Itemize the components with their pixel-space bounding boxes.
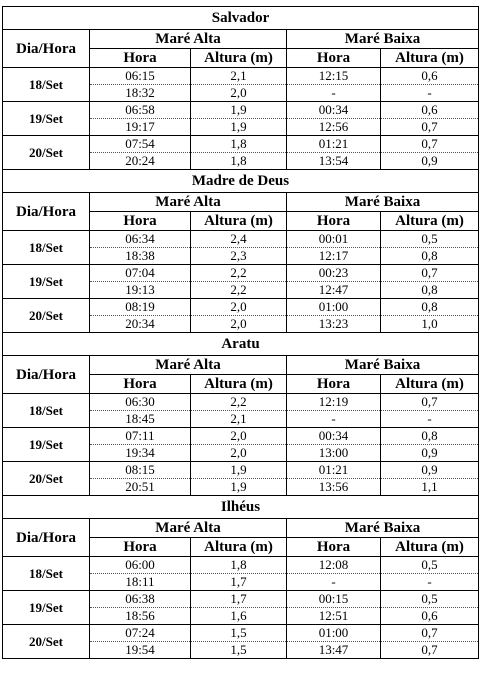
day-label: 20/Set: [3, 625, 90, 659]
high-height-header: Altura (m): [191, 538, 287, 557]
group-header-row: [3, 193, 479, 212]
high-hour-header: Hora: [90, 49, 191, 68]
high-hour-header: Hora: [90, 375, 191, 394]
day-label: 18/Set: [3, 231, 90, 265]
low-tide-height: 0,5: [381, 557, 479, 574]
low-hour-header: Hora: [287, 49, 381, 68]
high-tide-height: 2,0: [191, 428, 287, 445]
low-tide-height: 0,6: [381, 68, 479, 85]
low-hour-header: Hora: [287, 375, 381, 394]
high-tide-height: 1,5: [191, 625, 287, 642]
low-tide-height: 0,7: [381, 625, 479, 642]
high-tide-hour: 06:30: [90, 394, 191, 411]
high-tide-height: 2,1: [191, 68, 287, 85]
high-height-header: Altura (m): [191, 375, 287, 394]
day-label: 20/Set: [3, 299, 90, 333]
low-tide-hour: 13:56: [287, 479, 381, 496]
high-tide-height: 1,8: [191, 136, 287, 153]
high-tide-hour: 06:58: [90, 102, 191, 119]
high-tide-height: 1,5: [191, 642, 287, 659]
low-tide-hour: 12:56: [287, 119, 381, 136]
low-tide-height: 0,7: [381, 136, 479, 153]
low-tide-height: 1,0: [381, 316, 479, 333]
high-tide-header: Maré Alta: [90, 356, 287, 375]
high-tide-height: 1,9: [191, 119, 287, 136]
day-hour-header: Dia/Hora: [3, 193, 90, 231]
high-tide-height: 2,2: [191, 265, 287, 282]
station-name: Aratu: [3, 333, 479, 356]
low-tide-hour: 13:54: [287, 153, 381, 170]
table-row: [3, 591, 479, 608]
high-tide-height: 1,7: [191, 574, 287, 591]
low-tide-height: -: [381, 411, 479, 428]
table-row: [3, 265, 479, 282]
low-height-header: Altura (m): [381, 538, 479, 557]
low-tide-hour: 12:17: [287, 248, 381, 265]
tide-table-page: [2, 6, 478, 659]
low-tide-header: Maré Baixa: [287, 193, 479, 212]
low-tide-hour: 12:47: [287, 282, 381, 299]
low-height-header: Altura (m): [381, 212, 479, 231]
table-row: [3, 299, 479, 316]
high-tide-header: Maré Alta: [90, 30, 287, 49]
low-tide-height: 1,1: [381, 479, 479, 496]
high-hour-header: Hora: [90, 212, 191, 231]
high-tide-hour: 18:38: [90, 248, 191, 265]
low-tide-height: 0,8: [381, 282, 479, 299]
group-header-row: [3, 519, 479, 538]
low-tide-hour: 13:23: [287, 316, 381, 333]
table-row: [3, 394, 479, 411]
table-row: [3, 625, 479, 642]
high-tide-hour: 07:04: [90, 265, 191, 282]
low-tide-header: Maré Baixa: [287, 356, 479, 375]
high-tide-hour: 08:15: [90, 462, 191, 479]
high-tide-height: 1,9: [191, 479, 287, 496]
high-tide-hour: 18:32: [90, 85, 191, 102]
low-tide-hour: -: [287, 85, 381, 102]
high-tide-height: 1,9: [191, 462, 287, 479]
high-tide-hour: 18:56: [90, 608, 191, 625]
tide-table: [2, 6, 479, 659]
high-tide-height: 1,8: [191, 153, 287, 170]
high-tide-header: Maré Alta: [90, 519, 287, 538]
high-tide-hour: 20:34: [90, 316, 191, 333]
low-tide-hour: 01:21: [287, 136, 381, 153]
high-tide-height: 2,4: [191, 231, 287, 248]
day-label: 18/Set: [3, 68, 90, 102]
low-height-header: Altura (m): [381, 49, 479, 68]
high-tide-height: 2,0: [191, 316, 287, 333]
station-title-row: [3, 333, 479, 356]
low-tide-height: 0,8: [381, 428, 479, 445]
high-tide-hour: 07:54: [90, 136, 191, 153]
station-title-row: [3, 7, 479, 30]
high-tide-hour: 20:51: [90, 479, 191, 496]
low-tide-hour: 12:51: [287, 608, 381, 625]
day-label: 19/Set: [3, 428, 90, 462]
high-tide-height: 2,0: [191, 445, 287, 462]
high-tide-hour: 18:11: [90, 574, 191, 591]
low-tide-hour: 00:01: [287, 231, 381, 248]
low-tide-hour: 12:15: [287, 68, 381, 85]
high-tide-hour: 20:24: [90, 153, 191, 170]
station-title-row: [3, 496, 479, 519]
high-tide-height: 2,2: [191, 394, 287, 411]
low-tide-height: 0,5: [381, 591, 479, 608]
low-tide-hour: 01:00: [287, 299, 381, 316]
table-row: [3, 557, 479, 574]
low-tide-hour: 01:00: [287, 625, 381, 642]
table-row: [3, 68, 479, 85]
high-tide-hour: 19:54: [90, 642, 191, 659]
high-tide-hour: 18:45: [90, 411, 191, 428]
low-tide-height: 0,6: [381, 608, 479, 625]
high-tide-height: 1,9: [191, 102, 287, 119]
low-hour-header: Hora: [287, 212, 381, 231]
low-tide-height: 0,9: [381, 153, 479, 170]
low-hour-header: Hora: [287, 538, 381, 557]
high-tide-height: 1,8: [191, 557, 287, 574]
day-label: 18/Set: [3, 557, 90, 591]
day-hour-header: Dia/Hora: [3, 356, 90, 394]
high-tide-header: Maré Alta: [90, 193, 287, 212]
table-row: [3, 428, 479, 445]
high-height-header: Altura (m): [191, 212, 287, 231]
low-tide-height: -: [381, 574, 479, 591]
high-tide-height: 1,6: [191, 608, 287, 625]
low-tide-height: 0,9: [381, 462, 479, 479]
high-height-header: Altura (m): [191, 49, 287, 68]
high-tide-hour: 08:19: [90, 299, 191, 316]
station-name: Ilhéus: [3, 496, 479, 519]
low-tide-header: Maré Baixa: [287, 30, 479, 49]
station-title-row: [3, 170, 479, 193]
low-tide-hour: 12:19: [287, 394, 381, 411]
low-tide-height: 0,7: [381, 265, 479, 282]
day-label: 20/Set: [3, 136, 90, 170]
low-tide-height: -: [381, 85, 479, 102]
low-tide-hour: -: [287, 574, 381, 591]
high-tide-hour: 19:17: [90, 119, 191, 136]
high-tide-height: 2,1: [191, 411, 287, 428]
low-tide-height: 0,6: [381, 102, 479, 119]
high-tide-hour: 06:00: [90, 557, 191, 574]
low-tide-hour: 12:08: [287, 557, 381, 574]
high-tide-hour: 06:34: [90, 231, 191, 248]
low-tide-height: 0,7: [381, 119, 479, 136]
high-tide-hour: 19:13: [90, 282, 191, 299]
group-header-row: [3, 356, 479, 375]
station-name: Salvador: [3, 7, 479, 30]
high-tide-hour: 06:38: [90, 591, 191, 608]
high-tide-hour: 19:34: [90, 445, 191, 462]
high-tide-height: 2,3: [191, 248, 287, 265]
day-label: 19/Set: [3, 102, 90, 136]
table-row: [3, 136, 479, 153]
low-tide-hour: 13:47: [287, 642, 381, 659]
high-hour-header: Hora: [90, 538, 191, 557]
high-tide-hour: 07:24: [90, 625, 191, 642]
low-tide-hour: 00:34: [287, 428, 381, 445]
day-label: 19/Set: [3, 265, 90, 299]
day-label: 20/Set: [3, 462, 90, 496]
day-label: 18/Set: [3, 394, 90, 428]
low-tide-hour: 00:23: [287, 265, 381, 282]
day-hour-header: Dia/Hora: [3, 519, 90, 557]
low-tide-height: 0,7: [381, 642, 479, 659]
high-tide-height: 1,7: [191, 591, 287, 608]
low-tide-hour: 01:21: [287, 462, 381, 479]
low-tide-hour: 00:34: [287, 102, 381, 119]
high-tide-height: 2,0: [191, 299, 287, 316]
day-label: 19/Set: [3, 591, 90, 625]
low-height-header: Altura (m): [381, 375, 479, 394]
high-tide-hour: 06:15: [90, 68, 191, 85]
high-tide-hour: 07:11: [90, 428, 191, 445]
day-hour-header: Dia/Hora: [3, 30, 90, 68]
low-tide-height: 0,5: [381, 231, 479, 248]
station-name: Madre de Deus: [3, 170, 479, 193]
high-tide-height: 2,0: [191, 85, 287, 102]
table-row: [3, 231, 479, 248]
high-tide-height: 2,2: [191, 282, 287, 299]
low-tide-hour: 13:00: [287, 445, 381, 462]
low-tide-height: 0,8: [381, 248, 479, 265]
low-tide-height: 0,7: [381, 394, 479, 411]
table-row: [3, 102, 479, 119]
low-tide-hour: -: [287, 411, 381, 428]
low-tide-height: 0,9: [381, 445, 479, 462]
low-tide-height: 0,8: [381, 299, 479, 316]
low-tide-header: Maré Baixa: [287, 519, 479, 538]
table-row: [3, 462, 479, 479]
group-header-row: [3, 30, 479, 49]
low-tide-hour: 00:15: [287, 591, 381, 608]
